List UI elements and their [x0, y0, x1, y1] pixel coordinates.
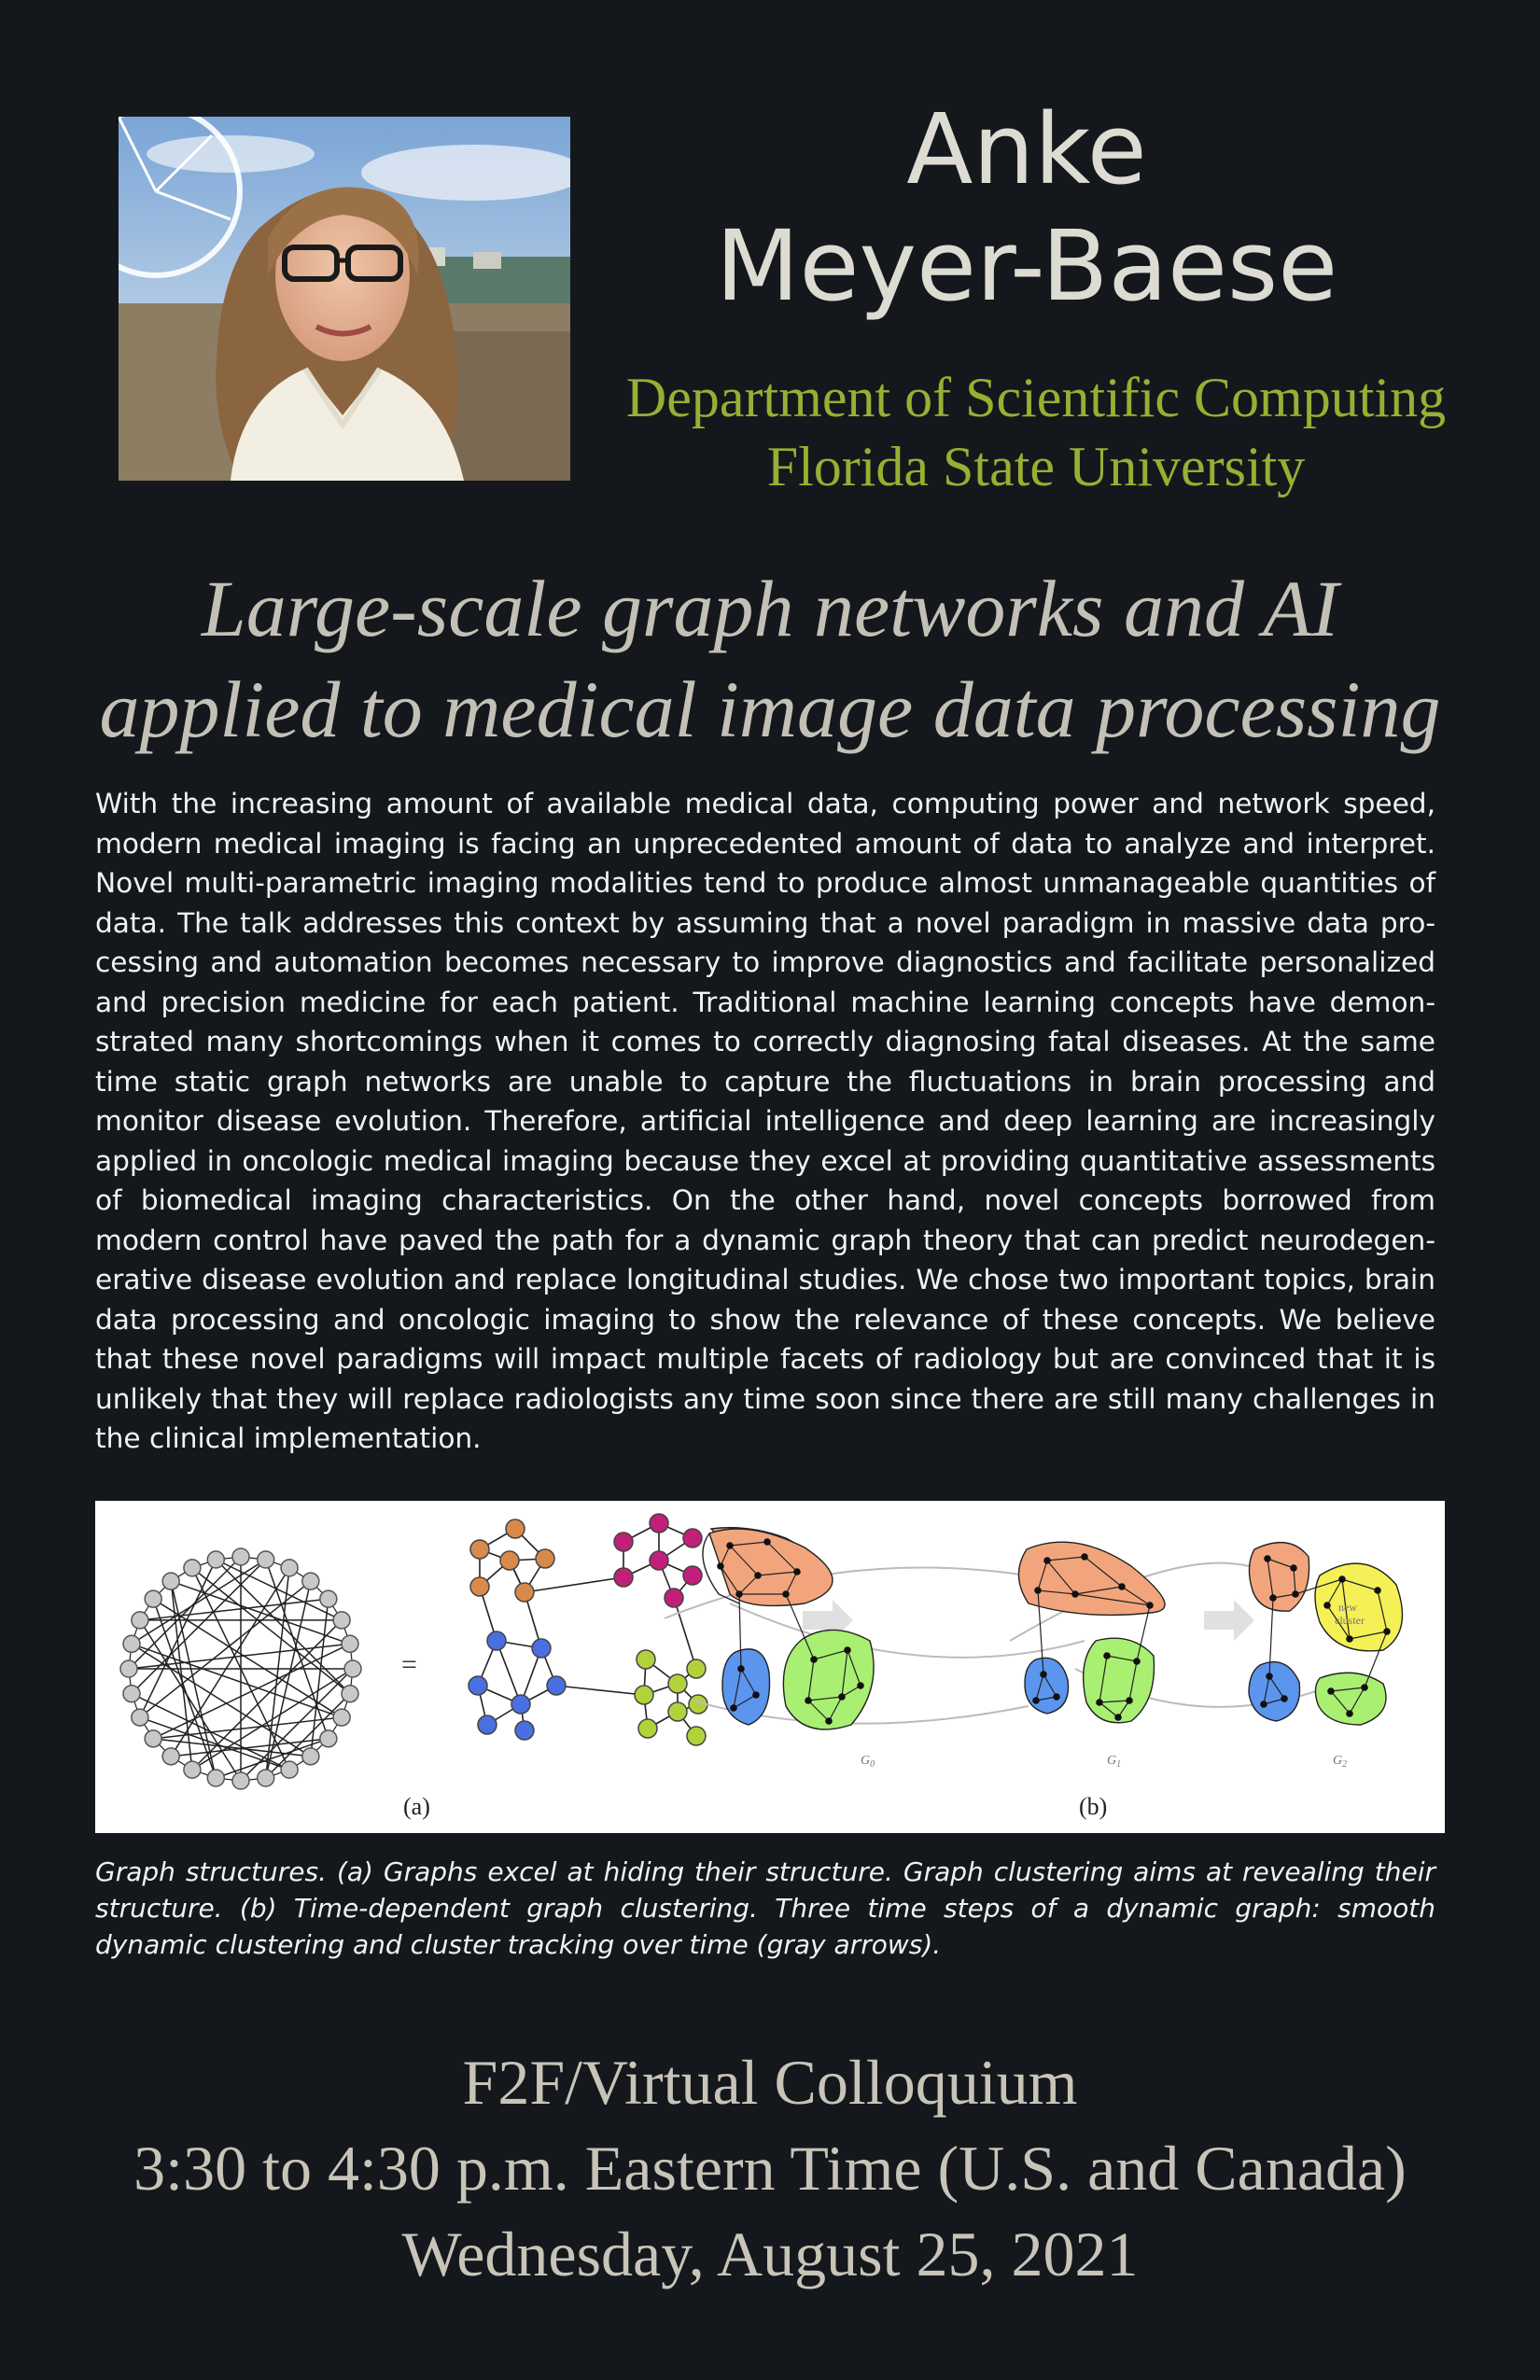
graph-node — [281, 1761, 298, 1778]
talk-title-line2: applied to medical image data processing — [99, 665, 1441, 754]
cluster-node — [478, 1715, 497, 1734]
cluster-node — [637, 1650, 655, 1669]
dynamic-graph-node — [1071, 1590, 1079, 1598]
graph-figure — [95, 1501, 1445, 1833]
dynamic-graph-node — [1383, 1628, 1391, 1635]
dynamic-graph-node — [726, 1542, 734, 1549]
dynamic-graph-node — [793, 1568, 801, 1575]
cluster-node — [487, 1631, 506, 1650]
graph-node — [333, 1612, 350, 1629]
dynamic-graph-node — [1081, 1553, 1088, 1561]
cluster-node — [469, 1676, 487, 1695]
speaker-last-name: Meyer-Baese — [715, 209, 1338, 323]
graph-edge — [171, 1581, 350, 1644]
g1-label: $G_1$ — [1107, 1754, 1122, 1770]
dynamic-graph-node — [857, 1682, 864, 1689]
dynamic-graph-node — [844, 1646, 851, 1654]
dynamic-graph-node — [1323, 1602, 1331, 1609]
event-date: Wednesday, August 25, 2021 — [401, 2219, 1139, 2289]
graph-node — [258, 1770, 274, 1786]
speaker-department: Department of Scientific Computing — [625, 367, 1447, 428]
graph-edge — [129, 1557, 241, 1669]
dynamic-graph-node — [1114, 1714, 1122, 1721]
cluster-node — [500, 1551, 519, 1570]
dynamic-graph-node — [1338, 1575, 1346, 1583]
dynamic-graph-node — [805, 1697, 812, 1704]
graph-node — [320, 1730, 337, 1747]
graph-node — [344, 1660, 361, 1677]
dynamic-graph-node — [1327, 1687, 1335, 1695]
dynamic-graph-node — [1034, 1587, 1042, 1594]
dynamic-graph-node — [735, 1590, 743, 1598]
dynamic-graph-node — [1281, 1695, 1288, 1702]
dynamic-graph-node — [1053, 1693, 1060, 1701]
cluster-node — [470, 1540, 489, 1559]
cluster-node — [515, 1721, 534, 1740]
label-b: (b) — [1079, 1793, 1108, 1820]
cluster-node — [650, 1551, 668, 1570]
cluster-node — [638, 1719, 657, 1738]
graph-node — [123, 1635, 140, 1652]
cluster-nodes — [469, 1514, 707, 1745]
dynamic-graph-node — [1118, 1583, 1126, 1590]
cluster-node — [687, 1727, 706, 1745]
cluster-node — [614, 1533, 633, 1551]
dynamic-graph-node — [838, 1693, 846, 1701]
graph-node — [258, 1551, 274, 1568]
g2-label: $G_2$ — [1333, 1754, 1348, 1770]
cluster-node — [683, 1566, 702, 1585]
dynamic-graph-node — [737, 1665, 745, 1673]
dynamic-graph-node — [763, 1538, 771, 1546]
cluster-node — [650, 1514, 668, 1533]
dynamic-graph — [665, 1528, 1402, 1770]
speaker-first-name: Anke — [906, 92, 1147, 206]
dynamic-graph-node — [1096, 1699, 1103, 1706]
talk-title-line1: Large-scale graph networks and AI — [201, 564, 1339, 653]
dynamic-graph-node — [1103, 1652, 1111, 1659]
event-time: 3:30 to 4:30 p.m. Eastern Time (U.S. and Canada) — [133, 2133, 1407, 2204]
dynamic-graph-node — [1346, 1635, 1353, 1643]
graph-edge — [241, 1669, 353, 1781]
dynamic-graph-node — [754, 1572, 762, 1579]
label-a: (a) — [403, 1793, 430, 1820]
graph-node — [207, 1551, 224, 1568]
cluster-node — [547, 1676, 566, 1695]
graph-node — [232, 1548, 249, 1565]
cluster-node — [683, 1529, 702, 1547]
dynamic-graph-node — [1260, 1701, 1267, 1708]
graph-node — [342, 1635, 358, 1652]
graph-node — [320, 1590, 337, 1607]
graph-node — [162, 1573, 179, 1589]
dynamic-graph-node — [1032, 1697, 1040, 1704]
graph-edge — [266, 1560, 329, 1739]
cluster-node — [470, 1577, 489, 1596]
cluster-node — [687, 1659, 706, 1678]
dynamic-graph-node — [825, 1717, 833, 1725]
circular-graph — [120, 1548, 361, 1789]
figure-caption: Graph structures. (a) Graphs excel at hiding their structure. Graph clustering aims at revealing their structure. (b) Time-dependent graph clustering. Three time steps of a dynamic graph: smooth dynamic clustering and cluster tracking over time (gray arrows). — [95, 1856, 1435, 1960]
event-format: F2F/Virtual Colloquium — [462, 2047, 1078, 2118]
cluster-node — [635, 1686, 653, 1704]
dynamic-graph-node — [717, 1562, 724, 1570]
dynamic-graph-node — [752, 1691, 760, 1699]
cluster-node — [506, 1519, 525, 1538]
graph-node — [281, 1560, 298, 1576]
graph-node — [342, 1686, 358, 1702]
cluster-node — [515, 1583, 534, 1602]
speaker-photo — [119, 117, 570, 481]
dynamic-graph-node — [1290, 1564, 1297, 1572]
graph-node — [302, 1573, 319, 1589]
dynamic-graph-node — [1126, 1697, 1133, 1704]
cluster-node — [668, 1674, 687, 1693]
graph-node — [132, 1612, 148, 1629]
dynamic-graph-node — [1361, 1684, 1368, 1691]
dynamic-graph-node — [1043, 1557, 1051, 1564]
cluster-node — [665, 1589, 683, 1607]
dynamic-graph-node — [1133, 1658, 1141, 1665]
graph-node — [145, 1590, 161, 1607]
speaker-university: Florida State University — [766, 436, 1306, 497]
graph-node — [120, 1660, 137, 1677]
graph-node — [145, 1730, 161, 1747]
cluster-node — [511, 1695, 530, 1714]
dynamic-graph-node — [1040, 1671, 1047, 1678]
dynamic-graph-node — [1292, 1590, 1299, 1598]
dynamic-graph-node — [1346, 1710, 1353, 1717]
cluster-node — [532, 1639, 551, 1658]
dynamic-graph-node — [1269, 1594, 1277, 1602]
dynamic-graph-node — [1374, 1587, 1381, 1594]
graph-node — [162, 1748, 179, 1765]
dynamic-graph-node — [1264, 1555, 1271, 1562]
graph-node — [207, 1770, 224, 1786]
new-cluster-label-2: cluster — [1335, 1614, 1365, 1627]
new-cluster-label-1: new — [1338, 1601, 1357, 1614]
dynamic-graph-node — [782, 1590, 790, 1598]
dynamic-graph-node — [810, 1656, 818, 1663]
graph-node — [132, 1709, 148, 1726]
dynamic-graph-node — [1146, 1602, 1154, 1609]
dynamic-graph-node — [730, 1704, 737, 1712]
cluster-node — [668, 1702, 687, 1721]
graph-node — [184, 1761, 201, 1778]
graph-node — [333, 1709, 350, 1726]
graph-node — [302, 1748, 319, 1765]
g0-label: $G_0$ — [861, 1754, 875, 1770]
talk-abstract: With the increasing amount of available medical data, computing power and network speed, modern medical imaging is facing an unprecedented amount of data to analyze and interpret. Novel multi-parametric imaging modalities tend to produce almost unmanageable quantities of data. The talk addresses this context by assuming that a novel paradigm in massive data processing and automation becomes necessary to improve diagnostics and facilitate personalized and precision medicine for each patient. Traditional machine learning concepts have demonstrated many shortcomings when it comes to correctly diagnosing fatal diseases. At the same time static graph networks are unable to capture the fluctuations in brain processing and monitor disease evolution. Therefore, artificial intelligence and deep learning are increasingly applied in oncologic medical imaging because they excel at providing quantitative assessments of biomedical imaging characteristics. On the other hand, novel concepts borrowed from modern control have paved the path for a dynamic graph theory that can predict neurodegenerative disease evolution and replace longitudinal studies. We chose two important topics, brain data processing and oncologic imaging to show the relevance of these concepts. We believe that these novel paradigms will impact multiple facets of radiology but are convinced that it is unlikely that they will replace radiologists any time soon since there are still many challenges in the clinical implementation. — [95, 788, 1435, 1454]
cluster-node — [614, 1568, 633, 1587]
dynamic-graph-node — [1266, 1673, 1273, 1680]
graph-node — [123, 1686, 140, 1702]
cluster-node — [536, 1549, 554, 1568]
graph-node — [184, 1560, 201, 1576]
equals-sign: = — [401, 1649, 417, 1680]
graph-node — [232, 1772, 249, 1789]
